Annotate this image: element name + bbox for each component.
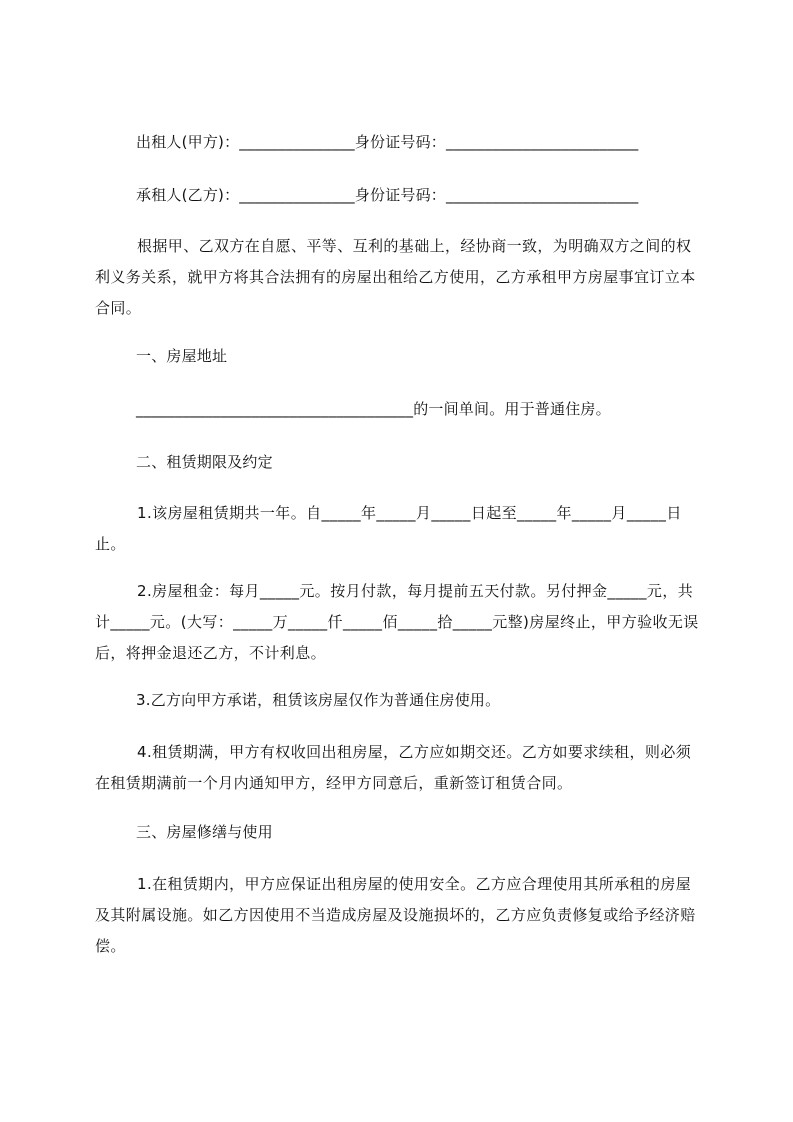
section-1-heading: 一、房屋地址 [136,347,228,365]
lessor-line: 出租人(甲方)：_______________身份证号码：_________________________ [136,133,639,151]
clause-2-4: 4.租赁期满，甲方有权收回出租房屋，乙方应如期交还。乙方如要求续租，则必须在租赁期满前一个月内通知甲方，经甲方同意后，重新签订租赁合同。 [95,743,692,792]
clause-2-1: 1.该房屋租赁期共一年。自_____年_____月_____日起至_____年_____月_____日止。 [95,504,682,553]
clause-3-1: 1.在租赁期内，甲方应保证出租房屋的使用安全。乙方应合理使用其所承租的房屋及其附属设施。如乙方因使用不当造成房屋及设施损坏的，乙方应负责修复或给予经济赔偿。 [95,875,696,955]
address-line: ____________________________________的一间单间。用于普通住房。 [136,400,611,418]
clause-2-3: 3.乙方向甲方承诺，租赁该房屋仅作为普通住房使用。 [136,691,501,709]
section-3-heading: 三、房屋修缮与使用 [136,823,273,841]
section-2-heading: 二、租赁期限及约定 [136,453,273,471]
clause-2-2: 2.房屋租金：每月_____元。按月付款，每月提前五天付款。另付押金_____元，共计_____元。(大写：_____万_____仟_____佰_____拾_____元整)房屋终止，甲方验收无误后，将押金退还乙方，不计利息。 [95,582,699,662]
preamble-paragraph: 根据甲、乙双方在自愿、平等、互利的基础上，经协商一致，为明确双方之间的权利义务关系，就甲方将其合法拥有的房屋出租给乙方使用，乙方承租甲方房屋事宜订立本合同。 [95,237,696,317]
lessee-line: 承租人(乙方)：_______________身份证号码：_________________________ [136,186,639,204]
